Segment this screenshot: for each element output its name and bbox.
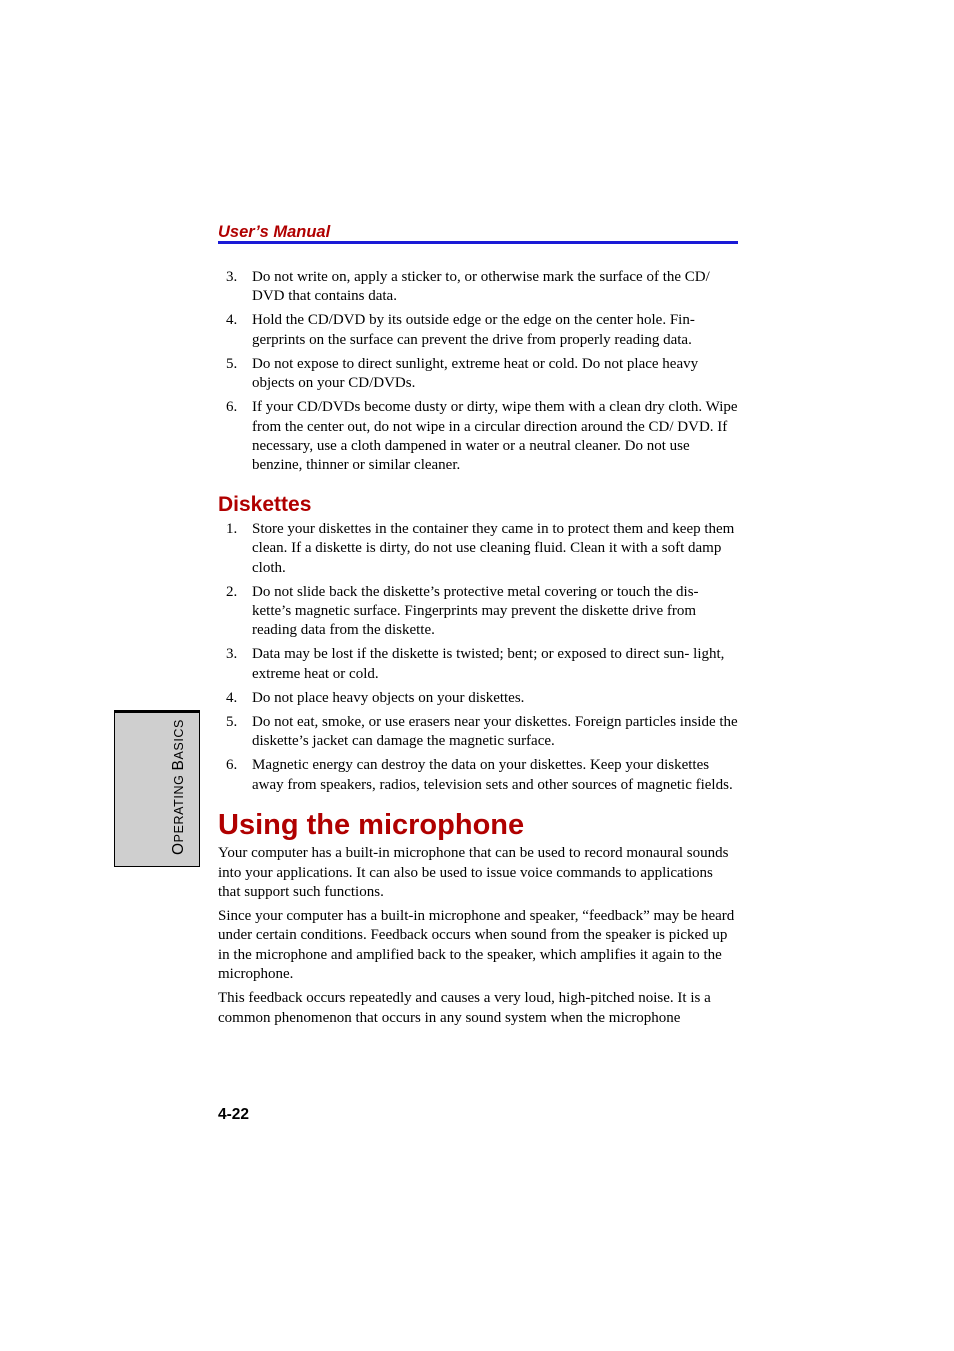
page-number: 4-22 — [218, 1106, 250, 1123]
list-item-number: 3. — [226, 269, 238, 285]
list-item — [218, 268, 738, 307]
list-item-number: 3. — [226, 646, 238, 663]
list-item — [218, 645, 738, 684]
list-item — [218, 756, 738, 795]
list-item-number: 4. — [226, 689, 238, 706]
list-item-number: 5. — [226, 355, 238, 372]
list-item-text: Do not eat, smoke, or use erasers near your diskettes. Foreign particles inside the diskette’s jacket can damage the magnetic surface. — [252, 713, 738, 750]
list-item-text: If your CD/DVDs become dusty or dirty, wipe them with a clean dry cloth. Wipe from the center out, do not wipe in a circular direction around the CD/ DVD. If necessary, use a cloth dampened in water or a neutral cleaner. Do not use benzine, thinner or similar cleaner. — [252, 399, 738, 474]
list-item-text: Do not slide back the diskette’s protective metal covering or touch the dis- kette’s magnetic surface. Fingerprints may prevent the diskette drive from reading data from the diskette. — [252, 583, 699, 639]
list-item-text: Store your diskettes in the container they came in to protect them and keep them clean. If a diskette is dirty, do not use cleaning fluid. Clean it with a soft damp cloth. — [252, 520, 735, 576]
list-item — [218, 520, 738, 578]
diskettes-heading: Diskettes — [218, 492, 312, 516]
header-rule — [218, 241, 738, 244]
list-item — [218, 355, 738, 394]
body-paragraph: This feedback occurs repeatedly and causes a very loud, high-pitched noise. It is a common phenomenon that occurs in any sound system when the microphone — [218, 990, 711, 1026]
list-item-number: 5. — [226, 713, 238, 730]
list-item — [218, 311, 738, 350]
list-item — [218, 583, 738, 641]
list-item-text: Hold the CD/DVD by its outside edge or the edge on the center hole. Fin- gerprints on the surface can prevent the drive from properly reading data. — [252, 312, 695, 348]
list-item-text: Data may be lost if the diskette is twisted; bent; or exposed to direct sun- light, extreme heat or cold. — [252, 646, 725, 682]
page-content — [218, 268, 738, 1033]
chapter-side-tab-label: OPERATING BASICS — [170, 719, 187, 855]
list-item-text: Do not place heavy objects on your diskettes. — [252, 689, 525, 706]
list-item — [218, 689, 738, 708]
list-item — [218, 398, 738, 476]
list-item-text: Magnetic energy can destroy the data on your diskettes. Keep your diskettes away from speakers, radios, television sets and other sources of magnetic fields. — [252, 757, 733, 793]
running-header-title: User’s Manual — [218, 223, 331, 241]
list-item-number: 4. — [226, 312, 238, 329]
list-item-number: 6. — [226, 399, 238, 416]
list-item-text: Do not expose to direct sunlight, extreme heat or cold. Do not place heavy objects on your CD/DVDs. — [252, 355, 699, 392]
diskettes-list — [218, 520, 738, 795]
microphone-heading: Using the microphone — [218, 809, 525, 842]
list-item-number: 6. — [226, 757, 238, 774]
list-item-number: 1. — [226, 520, 238, 537]
list-item-number: 2. — [226, 583, 238, 600]
body-paragraph: Your computer has a built-in microphone that can be used to record monaural sounds into your applications. It can also be used to issue voice commands to applications that support such functions. — [218, 845, 729, 900]
body-paragraph: Since your computer has a built-in microphone and speaker, “feedback” may be heard under certain conditions. Feedback occurs when sound from the speaker is picked up in the microphone and amplified back to the speaker, which amplifies it again to the microphone. — [218, 907, 735, 983]
cd-care-list — [218, 268, 738, 476]
list-item — [218, 713, 738, 752]
list-item-text: Do not write on, apply a sticker to, or otherwise mark the surface of the CD/ DVD that contains data. — [252, 269, 710, 305]
